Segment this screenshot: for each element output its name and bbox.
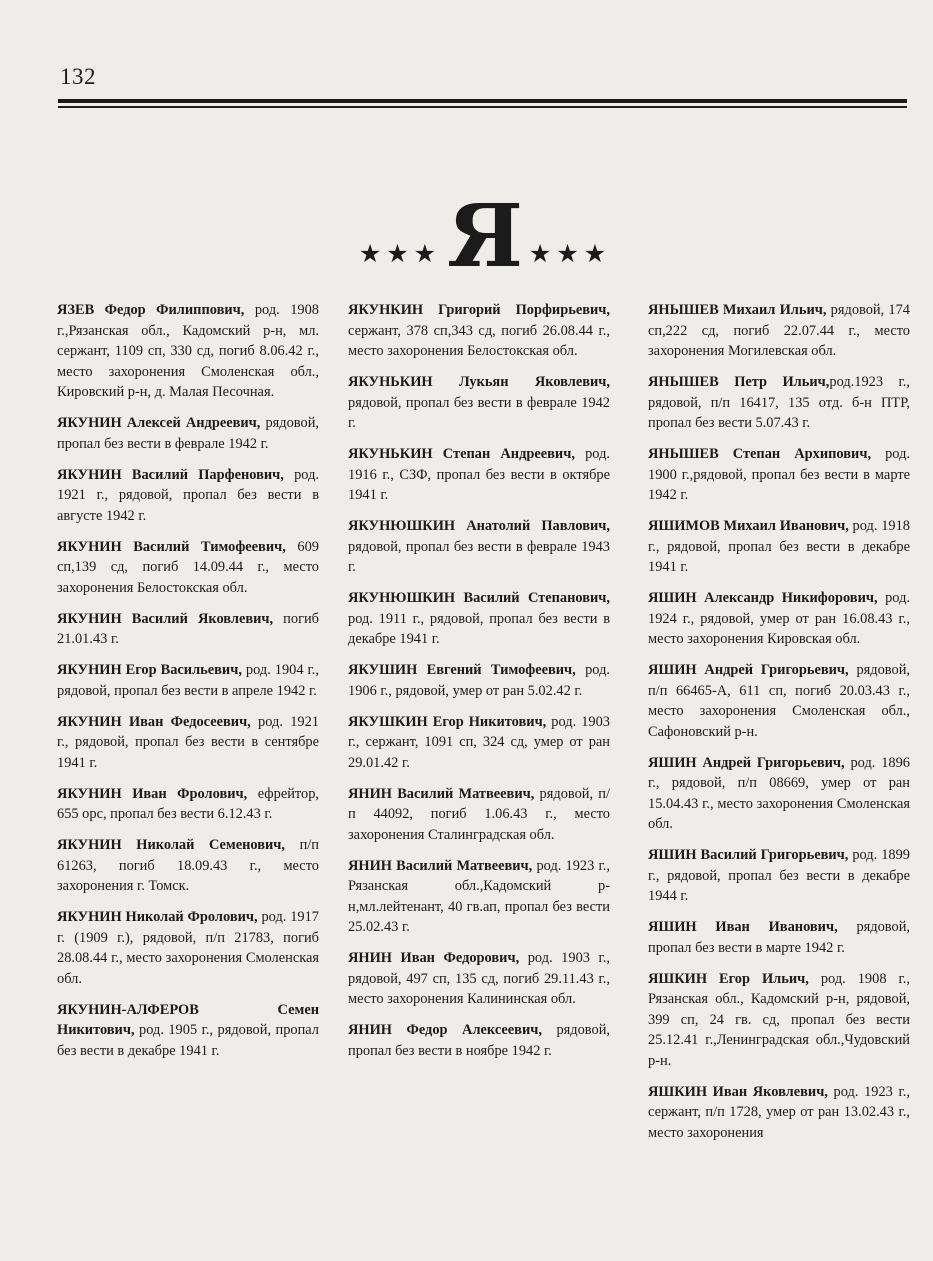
entry-name: ЯКУНКИН Григорий Порфирьевич, xyxy=(348,302,610,318)
list-entry xyxy=(648,845,910,907)
entry-name: ЯКУНИН Иван Федосеевич, xyxy=(57,713,251,730)
entry-name: ЯКУНИН-АЛФЕРОВ Семен Никитович, xyxy=(57,1001,319,1038)
list-entry xyxy=(648,753,910,835)
entry-name: ЯКУНИН Егор Васильевич, xyxy=(57,662,242,678)
entry-name: ЯНИН Федор Алексеевич, xyxy=(348,1022,542,1038)
entry-text: род. 1923 г., сержант, п/п 1728, умер от ран 13.02.43 г., место захоронения xyxy=(648,1083,910,1141)
entry-text: род. 1903 г., сержант, 1091 сп, 324 сд, умер от ран 29.01.42 г. xyxy=(348,713,610,771)
list-entry xyxy=(648,917,910,958)
list-entry xyxy=(348,588,610,650)
entry-name: ЯНЫШЕВ Петр Ильич, xyxy=(648,374,830,390)
entry-name: ЯНИН Василий Матвеевич, xyxy=(348,857,533,874)
list-entry xyxy=(348,948,610,1010)
column-3 xyxy=(648,300,910,1154)
entry-name: ЯНЫШЕВ Степан Архипович, xyxy=(648,446,872,462)
header-rule-thin xyxy=(58,106,907,108)
list-entry xyxy=(57,784,319,825)
page-number: 132 xyxy=(60,64,96,89)
entry-text: род. 1896 г., рядовой, п/п 08669, умер от ран 15.04.43 г., место захоронения Смоленская обл. xyxy=(648,754,910,832)
entry-name: ЯКУНИН Василий Парфенович, xyxy=(57,466,284,483)
entry-text: род. 1924 г., рядовой, умер от ран 16.08.43 г., место захоронения Кировская обл. xyxy=(648,590,910,647)
list-entry xyxy=(57,413,319,454)
list-entry xyxy=(348,300,610,362)
entry-name: ЯНИН Василий Матвеевич, xyxy=(348,785,535,802)
list-entry xyxy=(57,465,319,527)
entry-name: ЯЗЕВ Федор Филиппович, xyxy=(57,302,245,318)
list-entry xyxy=(348,1020,610,1061)
entry-text: род. 1918 г., рядовой, пропал без вести в декабре 1941 г. xyxy=(648,518,910,575)
entry-text: род. 1905 г., рядовой, пропал без вести в декабре 1941 г. xyxy=(57,1022,319,1059)
entry-text: род. 1923 г., Рязанская обл.,Кадомский р-н,мл.лейтенант, 40 гв.ап, пропал без вести 25.02.43 г. xyxy=(348,857,610,935)
header-rule-thick xyxy=(58,99,907,103)
entry-text: род.1923 г., рядовой, п/п 16417, 135 отд. б-н ПТР, пропал без вести 5.07.43 г. xyxy=(648,374,910,431)
entry-text: род. 1916 г., СЗФ, пропал без вести в октябре 1941 г. xyxy=(348,446,611,503)
entry-name: ЯКУНИН Василий Яковлевич, xyxy=(57,610,274,627)
list-entry xyxy=(648,516,910,578)
list-entry xyxy=(57,835,319,897)
column-2 xyxy=(348,300,610,1072)
entry-text: род. 1908 г., Рязанская обл., Кадомский р-н, рядовой, 399 сп, 24 гв. сд, пропал без вести 25.12.41 г.,Ленинградская обл.,Чудовский р-н. xyxy=(648,970,910,1069)
entry-name: ЯКУНЮШКИН Василий Степанович, xyxy=(348,590,610,606)
entry-name: ЯНЫШЕВ Михаил Ильич, xyxy=(648,302,827,318)
entry-text: погиб 21.01.43 г. xyxy=(57,610,320,647)
list-entry xyxy=(348,712,610,774)
list-entry xyxy=(348,444,610,506)
entry-text: рядовой, пропал без вести в феврале 1942 г. xyxy=(57,415,319,452)
entry-text: род. 1904 г., рядовой, пропал без вести в апреле 1942 г. xyxy=(57,662,319,699)
entry-text: рядовой, пропал без вести в феврале 1943 г. xyxy=(348,538,610,575)
entry-name: ЯШИН Александр Никифорович, xyxy=(648,590,878,606)
list-entry xyxy=(57,712,319,774)
list-entry xyxy=(348,784,610,846)
list-entry xyxy=(648,660,910,742)
list-entry xyxy=(57,300,319,403)
list-entry xyxy=(648,300,910,362)
entry-name: ЯКУНИН Алексей Андреевич, xyxy=(57,415,261,431)
list-entry xyxy=(57,907,319,989)
entry-name: ЯКУНИН Иван Фролович, xyxy=(57,785,248,802)
entry-name: ЯКУНИН Василий Тимофеевич, xyxy=(57,538,286,555)
list-entry xyxy=(648,444,910,506)
list-entry xyxy=(57,660,319,701)
entry-name: ЯНИН Иван Федорович, xyxy=(348,950,520,966)
entry-text: род. 1900 г.,рядовой, пропал без вести в марте 1942 г. xyxy=(648,446,910,503)
entry-text: рядовой, пропал без вести в феврале 1942 г. xyxy=(348,394,610,431)
entry-name: ЯКУНЬКИН Степан Андреевич, xyxy=(348,446,575,462)
entry-name: ЯШИН Иван Иванович, xyxy=(648,919,838,935)
list-entry xyxy=(648,588,910,650)
entry-name: ЯШИН Василий Григорьевич, xyxy=(648,847,849,863)
entry-text: 609 сп,139 сд, погиб 14.09.44 г., место захоронения Белостокская обл. xyxy=(57,538,319,596)
entry-name: ЯКУНИН Николай Фролович, xyxy=(57,909,258,925)
entry-name: ЯШИН Андрей Григорьевич, xyxy=(648,662,849,678)
entry-text: род. 1911 г., рядовой, пропал без вести в декабре 1941 г. xyxy=(348,610,610,647)
list-entry xyxy=(648,969,910,1072)
entry-text: сержант, 378 сп,343 сд, погиб 26.08.44 г., место захоронения Белостокская обл. xyxy=(348,322,610,359)
entry-text: род. 1903 г., рядовой, 497 сп, 135 сд, погиб 29.11.43 г., место захоронения Калининская обл. xyxy=(348,950,610,1007)
entry-name: ЯШИМОВ Михаил Иванович, xyxy=(648,518,849,534)
list-entry xyxy=(648,1082,910,1144)
entry-name: ЯКУНЬКИН Лукьян Яковлевич, xyxy=(348,374,610,390)
stars-right: ★★★ xyxy=(528,241,612,268)
stars-left: ★★★ xyxy=(358,241,442,268)
entry-text: род. 1921 г., рядовой, пропал без вести в сентябре 1941 г. xyxy=(57,713,319,771)
entry-name: ЯШКИН Егор Ильич, xyxy=(648,970,809,987)
list-entry xyxy=(348,856,610,938)
entry-text: рядовой, пропал без вести в ноябре 1942 г. xyxy=(348,1022,610,1059)
section-letter: Я xyxy=(447,185,523,287)
entry-text: рядовой, пропал без вести в марте 1942 г. xyxy=(648,919,910,956)
entry-text: род. 1899 г., рядовой, пропал без вести в декабре 1944 г. xyxy=(648,847,910,904)
entry-text: п/п 61263, погиб 18.09.43 г., место захоронения г. Томск. xyxy=(57,837,320,894)
list-entry xyxy=(57,1000,319,1062)
entry-text: рядовой, п/п 44092, погиб 1.06.43 г., место захоронения Сталинградская обл. xyxy=(348,785,610,843)
entry-text: род. 1908 г.,Рязанская обл., Кадомский р-н, мл. сержант, 1109 сп, 330 сд, погиб 8.06.42 г., место захоронения Смоленская обл., Кировский р-н, д. Малая Песочная. xyxy=(57,302,319,400)
entry-text: род. 1921 г., рядовой, пропал без вести в августе 1942 г. xyxy=(57,466,319,524)
list-entry xyxy=(348,516,610,578)
entry-name: ЯКУШКИН Егор Никитович, xyxy=(348,713,547,730)
list-entry xyxy=(57,609,319,650)
entry-name: ЯКУНИН Николай Семенович, xyxy=(57,837,286,853)
entry-name: ЯШКИН Иван Яковлевич, xyxy=(648,1083,828,1100)
entry-text: рядовой, 174 сп,222 сд, погиб 22.07.44 г., место захоронения Могилевская обл. xyxy=(648,302,910,359)
entry-text: рядовой, п/п 66465-А, 611 сп, погиб 20.03.43 г., место захоронения Смоленская обл., Сафоновский р-н. xyxy=(648,662,910,740)
list-entry xyxy=(648,372,910,434)
section-letter-heading xyxy=(340,183,630,287)
entry-text: ефрейтор, 655 орс, пропал без вести 6.12.43 г. xyxy=(57,785,319,822)
entry-text: род. 1917 г. (1909 г.), рядовой, п/п 21783, погиб 28.08.44 г., место захоронения Смоленская обл. xyxy=(57,909,319,987)
entry-name: ЯКУШИН Евгений Тимофеевич, xyxy=(348,662,576,678)
entry-text: род. 1906 г., рядовой, умер от ран 5.02.42 г. xyxy=(348,662,611,699)
list-entry xyxy=(348,372,610,434)
entry-name: ЯШИН Андрей Григорьевич, xyxy=(648,754,845,771)
list-entry xyxy=(348,660,610,701)
column-1 xyxy=(57,300,319,1072)
list-entry xyxy=(57,537,319,599)
entry-name: ЯКУНЮШКИН Анатолий Павлович, xyxy=(348,518,610,534)
